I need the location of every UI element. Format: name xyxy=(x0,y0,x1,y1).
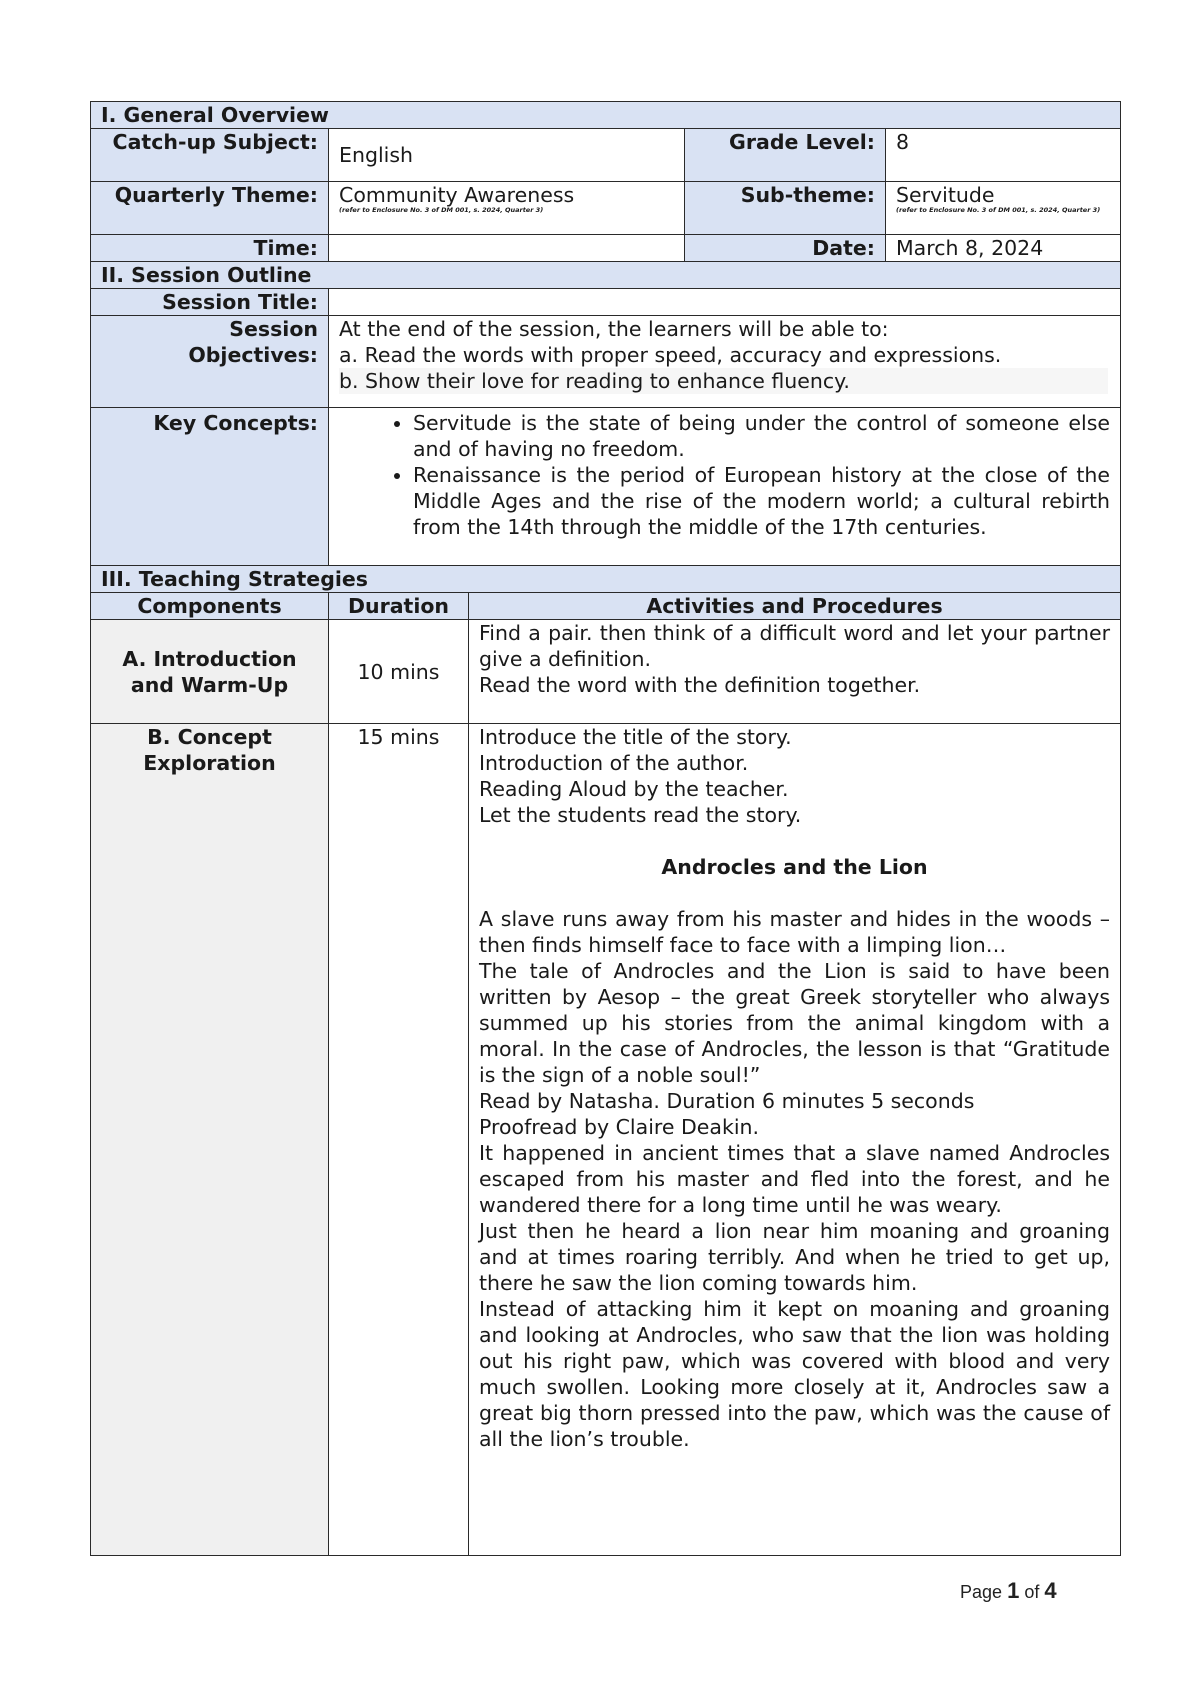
section-heading-overview: I. General Overview xyxy=(91,102,1121,129)
session-title-label: Session Title: xyxy=(91,289,329,316)
key-concept-item: • Servitude is the state of being under the control of someone else and of having no freedom. xyxy=(413,410,1110,462)
key-concepts-list xyxy=(339,410,1110,540)
page-current: 1 xyxy=(1007,1578,1020,1603)
activities-concept-exploration xyxy=(469,724,1121,1556)
story-paragraph: The tale of Androcles and the Lion is said to have been written by Aesop – the great Greek storyteller who always summed up his stories from the animal kingdom with a moral. In the case of Androcles, the lesson is that “Gratitude is the sign of a noble soul!” xyxy=(479,959,1111,1087)
lesson-plan-table xyxy=(90,101,1121,1556)
duration-introduction: 10 mins xyxy=(329,620,469,724)
page-number xyxy=(960,1578,1057,1605)
session-objectives-cell xyxy=(329,316,1121,408)
key-concepts-cell xyxy=(329,408,1121,566)
sub-theme-cell xyxy=(886,182,1121,235)
story-paragraph: Instead of attacking him it kept on moaning and groaning and looking at Androcles, who saw that the lion was holding out his right paw, which was covered with blood and very much swollen. Looking more closely at it, Androcles saw a great big thorn pressed into the paw, which was the cause of all the lion’s trouble. xyxy=(479,1297,1111,1451)
story-paragraph: Read by Natasha. Duration 6 minutes 5 seconds xyxy=(479,1089,975,1113)
key-concept-item: • Renaissance is the period of European history at the close of the Middle Ages and the rise of the modern world; a cultural rebirth from the 14th through the middle of the 17th centuries. xyxy=(413,462,1110,540)
story-title: Androcles and the Lion xyxy=(661,855,928,879)
subject-label: Catch-up Subject: xyxy=(91,129,329,182)
story-paragraph: Proofread by Claire Deakin. xyxy=(479,1115,760,1139)
date-value: March 8, 2024 xyxy=(886,235,1121,262)
objective-b: b. Show their love for reading to enhance fluency. xyxy=(339,368,1108,394)
quarterly-theme-cell xyxy=(329,182,685,235)
objective-a: a. Read the words with proper speed, accuracy and expressions. xyxy=(339,343,1002,367)
sub-theme-note: (refer to Enclosure No. 3 of DM 001, s. 2024, Quarter 3) xyxy=(896,206,1101,214)
time-value xyxy=(329,235,685,262)
procedure-step: Introduction of the author. xyxy=(479,751,749,775)
col-header-components: Components xyxy=(91,593,329,620)
page-total: 4 xyxy=(1044,1578,1057,1603)
story-paragraph: A slave runs away from his master and hides in the woods – then finds himself face to face with a limping lion… xyxy=(479,907,1111,957)
component-introduction: A. Introduction and Warm-Up xyxy=(91,620,329,724)
time-label: Time: xyxy=(91,235,329,262)
grade-level-value: 8 xyxy=(886,129,1121,182)
sub-theme-value: Servitude xyxy=(896,183,995,207)
activity-line: Read the word with the definition together. xyxy=(479,673,921,697)
procedure-step: Reading Aloud by the teacher. xyxy=(479,777,789,801)
activity-line: Find a pair. then think of a difficult word and let your partner give a definition. xyxy=(479,621,1111,671)
section-heading-outline: II. Session Outline xyxy=(91,262,1121,289)
grade-level-label: Grade Level: xyxy=(685,129,886,182)
procedure-step: Let the students read the story. xyxy=(479,803,802,827)
of-word: of xyxy=(1024,1582,1040,1602)
date-label: Date: xyxy=(685,235,886,262)
story-paragraph: It happened in ancient times that a slave named Androcles escaped from his master and fled into the forest, and he wandered there for a long time until he was weary. xyxy=(479,1141,1111,1217)
subject-value: English xyxy=(329,129,685,182)
quarterly-theme-note: (refer to Enclosure No. 3 of DM 001, s. 2024, Quarter 3) xyxy=(339,206,544,214)
activities-introduction xyxy=(469,620,1121,724)
key-concepts-label: Key Concepts: xyxy=(91,408,329,566)
page-word: Page xyxy=(960,1582,1003,1602)
story-paragraph: Just then he heard a lion near him moaning and groaning and at times roaring terribly. And when he tried to get up, there he saw the lion coming towards him. xyxy=(479,1219,1111,1295)
quarterly-theme-label: Quarterly Theme: xyxy=(91,182,329,235)
objectives-intro: At the end of the session, the learners will be able to: xyxy=(339,317,889,341)
section-heading-strategies: III. Teaching Strategies xyxy=(91,566,1121,593)
procedure-step: Introduce the title of the story. xyxy=(479,725,792,749)
sub-theme-label: Sub-theme: xyxy=(685,182,886,235)
session-objectives-label: Session Objectives: xyxy=(91,316,329,408)
session-title-value xyxy=(329,289,1121,316)
quarterly-theme-value: Community Awareness xyxy=(339,183,575,207)
duration-concept-exploration: 15 mins xyxy=(329,724,469,1556)
col-header-activities: Activities and Procedures xyxy=(469,593,1121,620)
col-header-duration: Duration xyxy=(329,593,469,620)
component-concept-exploration: B. Concept Exploration xyxy=(91,724,329,1556)
